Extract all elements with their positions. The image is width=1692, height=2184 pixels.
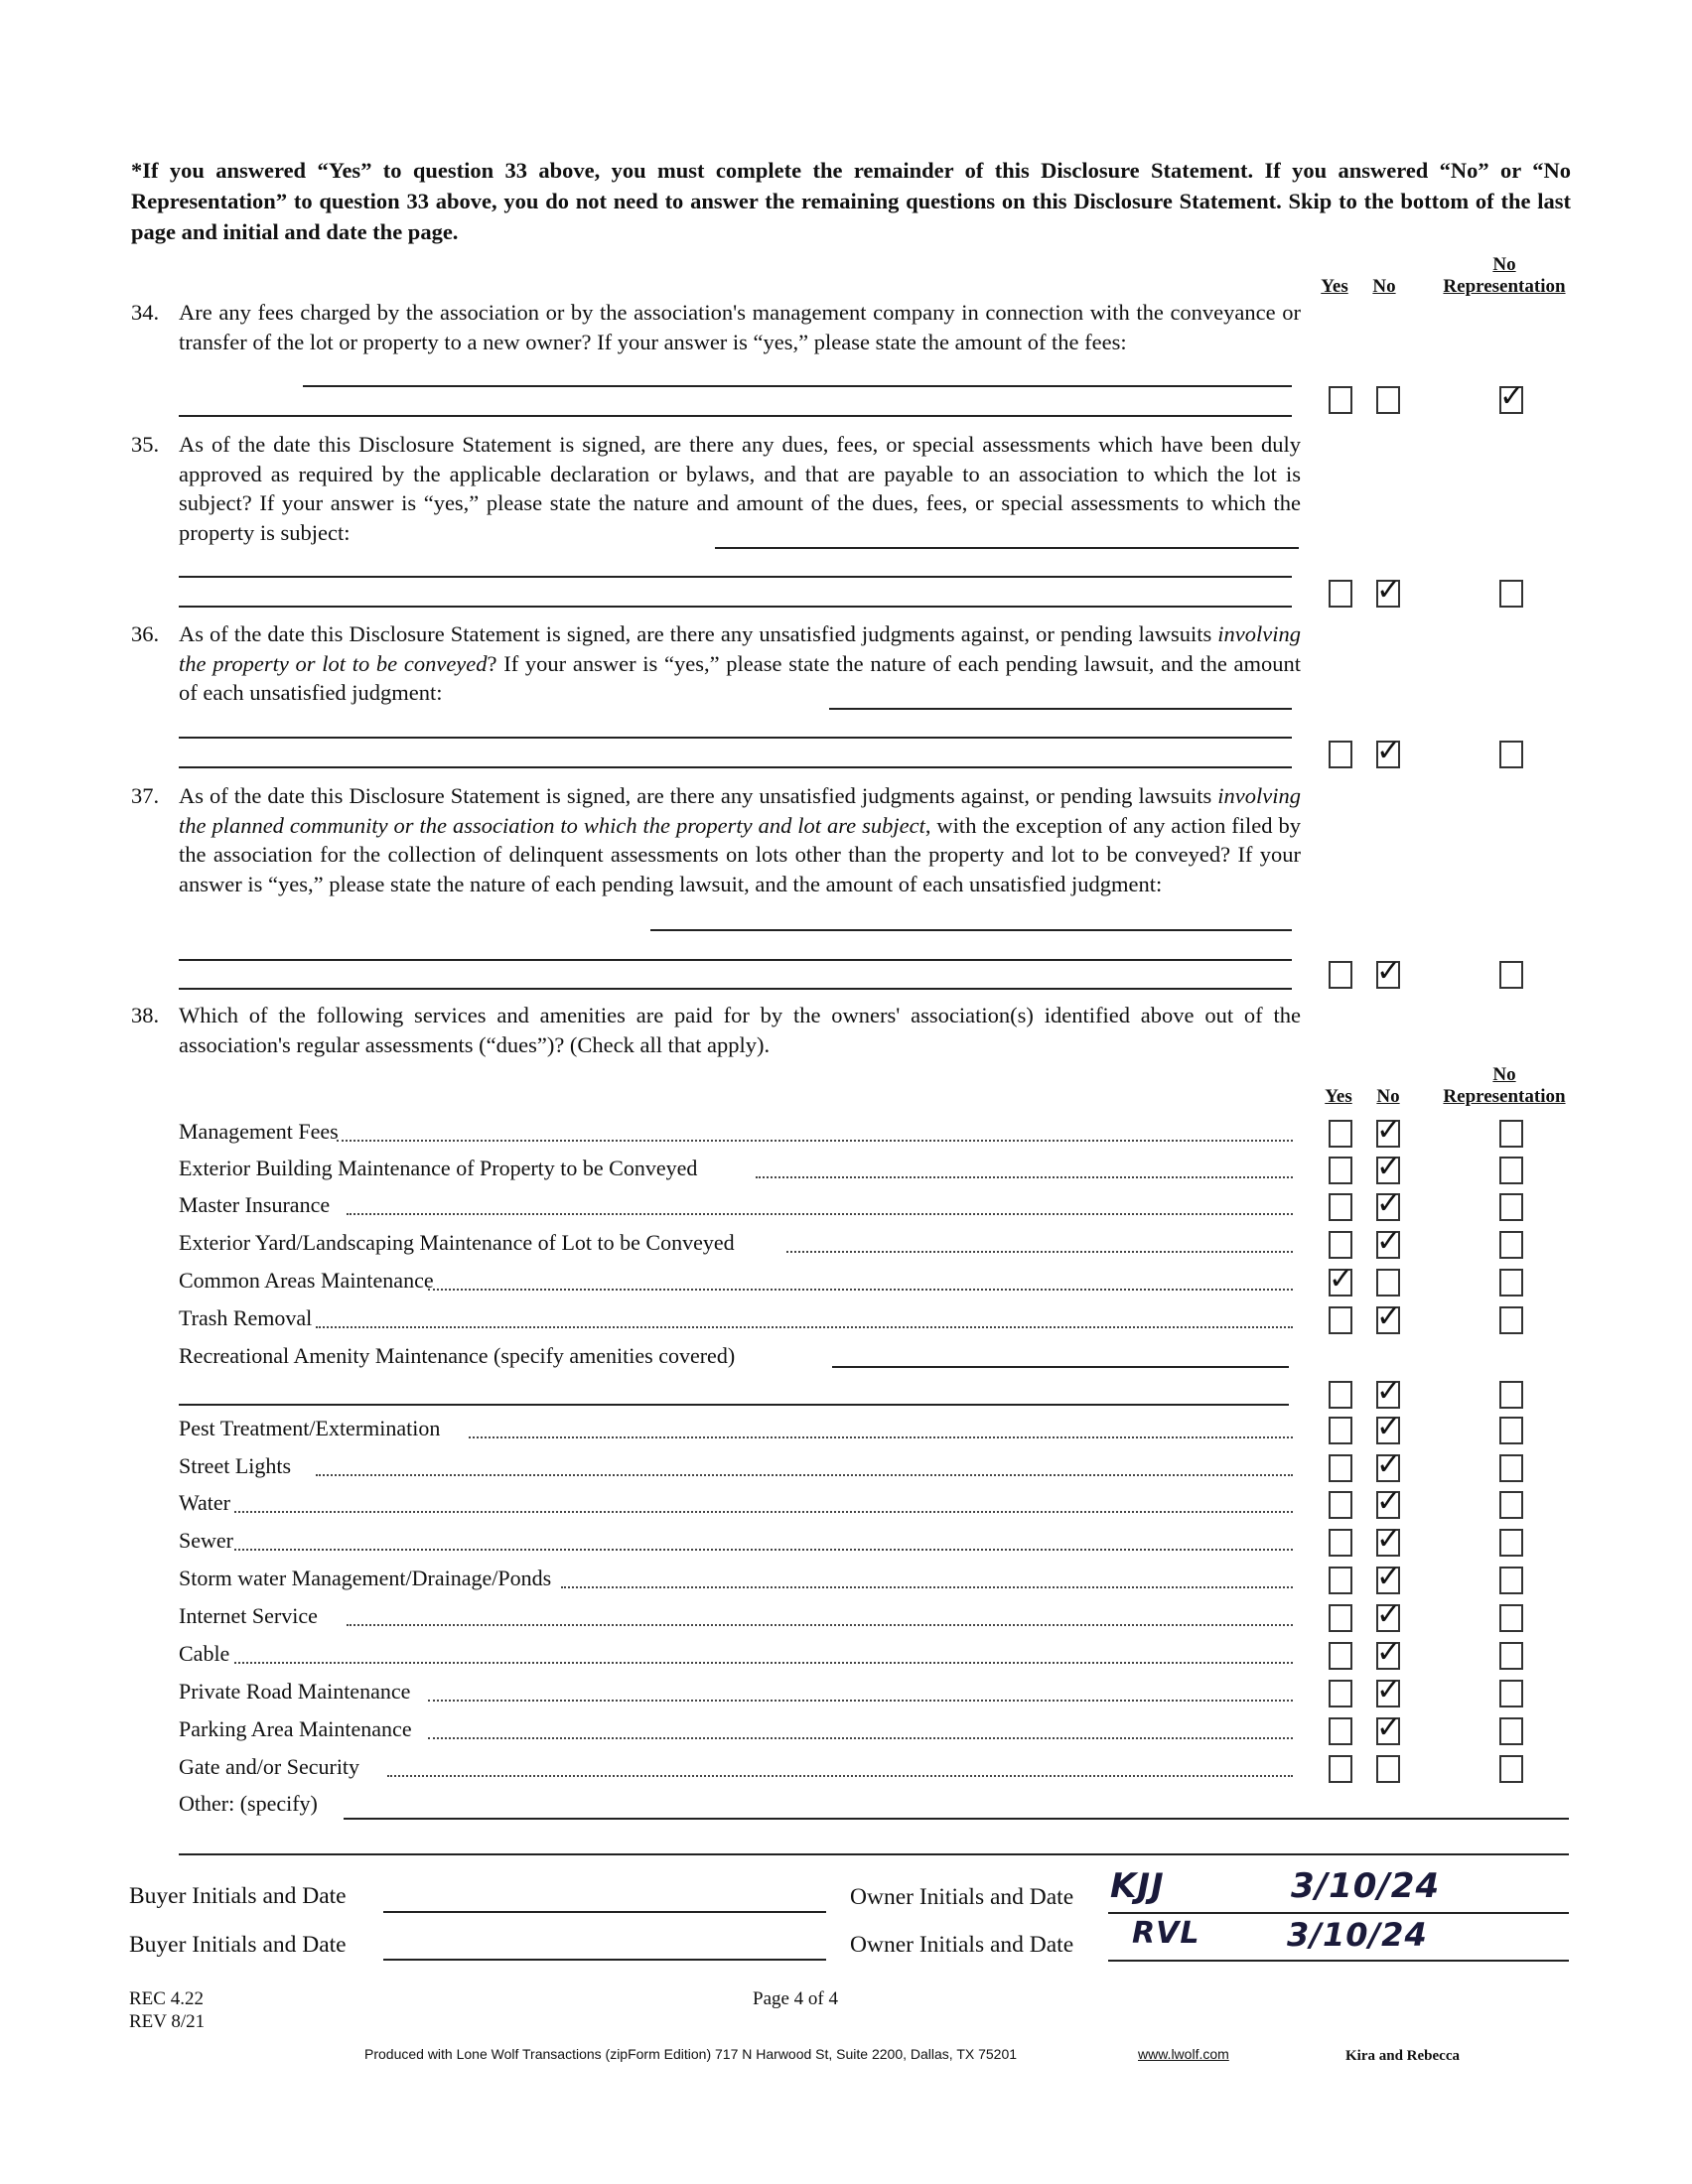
answer-line (179, 959, 1292, 961)
leader-dots (234, 1511, 1294, 1513)
leader-dots (428, 1289, 1293, 1291)
header-no: No (1372, 276, 1396, 297)
amenity-17-yes-checkbox[interactable] (1329, 1755, 1352, 1783)
check-mark-icon: ✓ (1376, 573, 1402, 608)
amenity-6-no-rep-checkbox[interactable] (1499, 1306, 1523, 1334)
amenity-10-no-rep-checkbox[interactable] (1499, 1491, 1523, 1519)
page-number: Page 4 of 4 (753, 1988, 839, 2009)
answer-line (650, 929, 1292, 931)
amenity-label: Recreational Amenity Maintenance (specify amenities covered) (179, 1343, 736, 1368)
amenity-10-no-checkbox[interactable] (1376, 1484, 1402, 1519)
owner1-date: 3/10/24 (1291, 1866, 1441, 1906)
amenity-17-no-checkbox[interactable] (1376, 1755, 1400, 1783)
amenity-16-no-checkbox[interactable] (1376, 1710, 1402, 1745)
buyer-initials-label-1: Buyer Initials and Date (129, 1883, 347, 1909)
amenity-label: Trash Removal (179, 1305, 313, 1330)
check-mark-icon: ✓ (1376, 1186, 1402, 1221)
amenity-15-no-rep-checkbox[interactable] (1499, 1680, 1523, 1707)
check-mark-icon: ✓ (1376, 1484, 1402, 1519)
amenity-14-yes-checkbox[interactable] (1329, 1642, 1352, 1670)
amenity-label: Pest Treatment/Extermination (179, 1416, 441, 1440)
check-mark-icon: ✓ (1376, 1560, 1402, 1594)
amenity-11-no-checkbox[interactable] (1376, 1522, 1402, 1557)
rev-code: REV 8/21 (129, 2011, 206, 2032)
answer-line (179, 766, 1292, 768)
question-34-yes-checkbox[interactable] (1329, 386, 1352, 414)
question-36-no-rep-checkbox[interactable] (1499, 741, 1523, 768)
amenity-6-no-checkbox[interactable] (1376, 1299, 1402, 1334)
amenity-label: Exterior Building Maintenance of Property to be Conveyed (179, 1156, 698, 1180)
amenity-15-yes-checkbox[interactable] (1329, 1680, 1352, 1707)
buyer-initials-line-2[interactable] (383, 1959, 826, 1961)
question-36-yes-checkbox[interactable] (1329, 741, 1352, 768)
amenity-5-no-rep-checkbox[interactable] (1499, 1269, 1523, 1297)
answer-line (179, 606, 1292, 608)
question-text: As of the date this Disclosure Statement is signed, are there any dues, fees, or special assessments which have been duly approved as required by the applicable declaration or bylaws, and that are payable to an association to which the lot is subject? If your answer is “yes,” please state the nature and amount of the dues, fees, or special assessments to which the property is subject: (179, 432, 1301, 545)
amenity-label: Cable (179, 1641, 230, 1666)
owner-initials-label-1: Owner Initials and Date (850, 1884, 1074, 1910)
amenity-label: Water (179, 1490, 230, 1515)
amenity-11-no-rep-checkbox[interactable] (1499, 1529, 1523, 1557)
lone-wolf-link[interactable]: www.lwolf.com (1138, 2046, 1229, 2062)
amenity-15-no-checkbox[interactable] (1376, 1673, 1402, 1707)
leader-dots (561, 1586, 1293, 1588)
amenity-11-yes-checkbox[interactable] (1329, 1529, 1352, 1557)
amenity-label: Common Areas Maintenance (179, 1268, 434, 1293)
amenity-9-no-rep-checkbox[interactable] (1499, 1454, 1523, 1482)
amenity-13-no-rep-checkbox[interactable] (1499, 1604, 1523, 1632)
amenity-3-no-rep-checkbox[interactable] (1499, 1193, 1523, 1221)
question-34-no-rep-checkbox[interactable] (1499, 379, 1525, 414)
question-number: 36. (131, 621, 160, 646)
amenity-1-yes-checkbox[interactable] (1329, 1120, 1352, 1148)
amenity-14-no-rep-checkbox[interactable] (1499, 1642, 1523, 1670)
header-yes: Yes (1321, 276, 1348, 297)
check-mark-icon: ✓ (1376, 1710, 1402, 1745)
check-mark-icon: ✓ (1376, 954, 1402, 989)
amenity-13-no-checkbox[interactable] (1376, 1597, 1402, 1632)
amenity-3-yes-checkbox[interactable] (1329, 1193, 1352, 1221)
amenity-label: Master Insurance (179, 1192, 331, 1217)
amenity-2-no-rep-checkbox[interactable] (1499, 1157, 1523, 1184)
amenity-12-yes-checkbox[interactable] (1329, 1567, 1352, 1594)
amenity-3-no-checkbox[interactable] (1376, 1186, 1402, 1221)
amenity-label: Sewer (179, 1528, 233, 1553)
question-35-no-rep-checkbox[interactable] (1499, 580, 1523, 608)
amenity-5-no-checkbox[interactable] (1376, 1269, 1400, 1297)
header-no-rep-top: No (1492, 1064, 1516, 1085)
question-number: 37. (131, 783, 160, 808)
amenity-12-no-checkbox[interactable] (1376, 1560, 1402, 1594)
amenity-label: Street Lights (179, 1453, 292, 1478)
other-specify-line[interactable] (344, 1818, 1569, 1820)
amenity-label: Storm water Management/Drainage/Ponds (179, 1566, 552, 1590)
leader-dots (756, 1176, 1293, 1178)
answer-line (179, 576, 1292, 578)
check-mark-icon: ✓ (1376, 1447, 1402, 1482)
owner-initials-label-2: Owner Initials and Date (850, 1932, 1074, 1958)
amenity-label: Gate and/or Security (179, 1754, 360, 1779)
amenities-specify-line[interactable] (179, 1404, 1289, 1406)
other-label: Other: (specify) (179, 1791, 318, 1816)
leader-dots (234, 1662, 1294, 1664)
question-35-yes-checkbox[interactable] (1329, 580, 1352, 608)
owner-initials-line-2[interactable] (1108, 1960, 1569, 1962)
check-mark-icon: ✓ (1376, 1299, 1402, 1334)
header-no-rep-bottom: Representation (1443, 276, 1566, 297)
check-mark-icon: ✓ (1329, 1262, 1354, 1297)
question-34-no-checkbox[interactable] (1376, 386, 1400, 414)
leader-dots (469, 1436, 1293, 1438)
question-36-no-checkbox[interactable] (1376, 734, 1402, 768)
leader-dots (234, 1549, 1294, 1551)
amenity-16-no-rep-checkbox[interactable] (1499, 1717, 1523, 1745)
header-no: No (1376, 1086, 1400, 1107)
question-37-no-rep-checkbox[interactable] (1499, 961, 1523, 989)
amenity-13-yes-checkbox[interactable] (1329, 1604, 1352, 1632)
owner1-initials: KJJ (1110, 1866, 1165, 1906)
leader-dots (316, 1326, 1293, 1328)
amenity-9-no-checkbox[interactable] (1376, 1447, 1402, 1482)
amenity-label: Management Fees (179, 1119, 339, 1144)
amenity-label: Parking Area Maintenance (179, 1716, 412, 1741)
check-mark-icon: ✓ (1376, 1410, 1402, 1444)
answer-line (179, 415, 1292, 417)
amenity-4-no-rep-checkbox[interactable] (1499, 1231, 1523, 1259)
amenity-7-yes-checkbox[interactable] (1329, 1381, 1352, 1409)
question-number: 35. (131, 432, 160, 457)
check-mark-icon: ✓ (1376, 1374, 1402, 1409)
amenity-14-no-checkbox[interactable] (1376, 1635, 1402, 1670)
amenity-10-yes-checkbox[interactable] (1329, 1491, 1352, 1519)
amenity-12-no-rep-checkbox[interactable] (1499, 1567, 1523, 1594)
answer-line (303, 385, 1292, 387)
amenity-2-yes-checkbox[interactable] (1329, 1157, 1352, 1184)
amenity-8-no-rep-checkbox[interactable] (1499, 1417, 1523, 1444)
question-37-yes-checkbox[interactable] (1329, 961, 1352, 989)
check-mark-icon: ✓ (1376, 1673, 1402, 1707)
owner-initials-line-1[interactable] (1108, 1912, 1569, 1914)
leader-dots (316, 1474, 1293, 1476)
question-text: As of the date this Disclosure Statement is signed, are there any unsatisfied judgments against, or pending lawsuits involving the property or lot to be conveyed? If your answer is “yes,” please state the nature of each pending lawsuit, and the amount of each unsatisfied judgment: (179, 621, 1301, 705)
header-no-rep-bottom: Representation (1443, 1086, 1566, 1107)
buyer-initials-label-2: Buyer Initials and Date (129, 1932, 347, 1958)
question-35-no-checkbox[interactable] (1376, 573, 1402, 608)
amenity-1-no-checkbox[interactable] (1376, 1113, 1402, 1148)
leader-dots (347, 1213, 1293, 1215)
check-mark-icon: ✓ (1499, 379, 1525, 414)
section-divider (179, 1853, 1569, 1855)
amenities-specify-line[interactable] (832, 1366, 1289, 1368)
leader-dots (428, 1700, 1293, 1702)
check-mark-icon: ✓ (1376, 1635, 1402, 1670)
owner2-initials: RVL (1132, 1916, 1200, 1951)
intro-instructions: *If you answered “Yes” to question 33 above, you must complete the remainder of this Disclosure Statement. If you answered “No” or “No Representation” to question 33 above, you do not need to answer the remaining questions on this Disclosure Statement. Skip to the bottom of the last page and initial and date the page. (131, 158, 1571, 244)
check-mark-icon: ✓ (1376, 1522, 1402, 1557)
leader-dots (428, 1737, 1293, 1739)
leader-dots (387, 1775, 1293, 1777)
question-text: Which of the following services and amenities are paid for by the owners' association(s) identified above out of the association's regular assessments (“dues”)? (Check all that apply). (179, 1003, 1301, 1057)
rec-code: REC 4.22 (129, 1988, 204, 2009)
check-mark-icon: ✓ (1376, 734, 1402, 768)
answer-line (179, 988, 1292, 990)
question-number: 38. (131, 1003, 160, 1027)
question-37-no-checkbox[interactable] (1376, 954, 1402, 989)
amenity-label: Internet Service (179, 1603, 318, 1628)
check-mark-icon: ✓ (1376, 1113, 1402, 1148)
amenity-8-yes-checkbox[interactable] (1329, 1417, 1352, 1444)
question-number: 34. (131, 300, 160, 325)
amenity-label: Private Road Maintenance (179, 1679, 411, 1704)
header-yes: Yes (1325, 1086, 1352, 1107)
buyer-initials-line-1[interactable] (383, 1911, 826, 1913)
owner2-date: 3/10/24 (1287, 1916, 1428, 1954)
answer-line (829, 708, 1292, 710)
amenity-4-no-checkbox[interactable] (1376, 1224, 1402, 1259)
check-mark-icon: ✓ (1376, 1224, 1402, 1259)
amenity-5-yes-checkbox[interactable] (1329, 1262, 1354, 1297)
question-text: As of the date this Disclosure Statement is signed, are there any unsatisfied judgments against, or pending lawsuits involving the planned community or the association to which the property and lot are subject, with the exception of any action filed by the association for the collection of delinquent assessments on lots other than the property and lot to be conveyed? If your answer is “yes,” please state the nature of each pending lawsuit, and the amount of each unsatisfied judgment: (179, 783, 1301, 896)
amenity-4-yes-checkbox[interactable] (1329, 1231, 1352, 1259)
produced-with-text: Produced with Lone Wolf Transactions (zipForm Edition) 717 N Harwood St, Suite 2200, Dallas, TX 75201 (364, 2046, 1018, 2062)
amenity-9-yes-checkbox[interactable] (1329, 1454, 1352, 1482)
leader-dots (786, 1251, 1293, 1253)
answer-line (179, 737, 1292, 739)
question-text: Are any fees charged by the association or by the association's management company in connection with the conveyance or transfer of the lot or property to a new owner? If your answer is “yes,” please state the amount of the fees: (179, 300, 1301, 354)
answer-line (715, 547, 1299, 549)
header-no-rep-top: No (1492, 254, 1516, 275)
amenity-2-no-checkbox[interactable] (1376, 1150, 1402, 1184)
amenity-7-no-checkbox[interactable] (1376, 1374, 1402, 1409)
client-names: Kira and Rebecca (1345, 2048, 1460, 2064)
leader-dots (337, 1140, 1294, 1142)
leader-dots (347, 1624, 1293, 1626)
amenity-6-yes-checkbox[interactable] (1329, 1306, 1352, 1334)
check-mark-icon: ✓ (1376, 1150, 1402, 1184)
amenity-17-no-rep-checkbox[interactable] (1499, 1755, 1523, 1783)
amenity-8-no-checkbox[interactable] (1376, 1410, 1402, 1444)
check-mark-icon: ✓ (1376, 1597, 1402, 1632)
amenity-7-no-rep-checkbox[interactable] (1499, 1381, 1523, 1409)
amenity-1-no-rep-checkbox[interactable] (1499, 1120, 1523, 1148)
amenity-16-yes-checkbox[interactable] (1329, 1717, 1352, 1745)
amenity-label: Exterior Yard/Landscaping Maintenance of Lot to be Conveyed (179, 1230, 735, 1255)
